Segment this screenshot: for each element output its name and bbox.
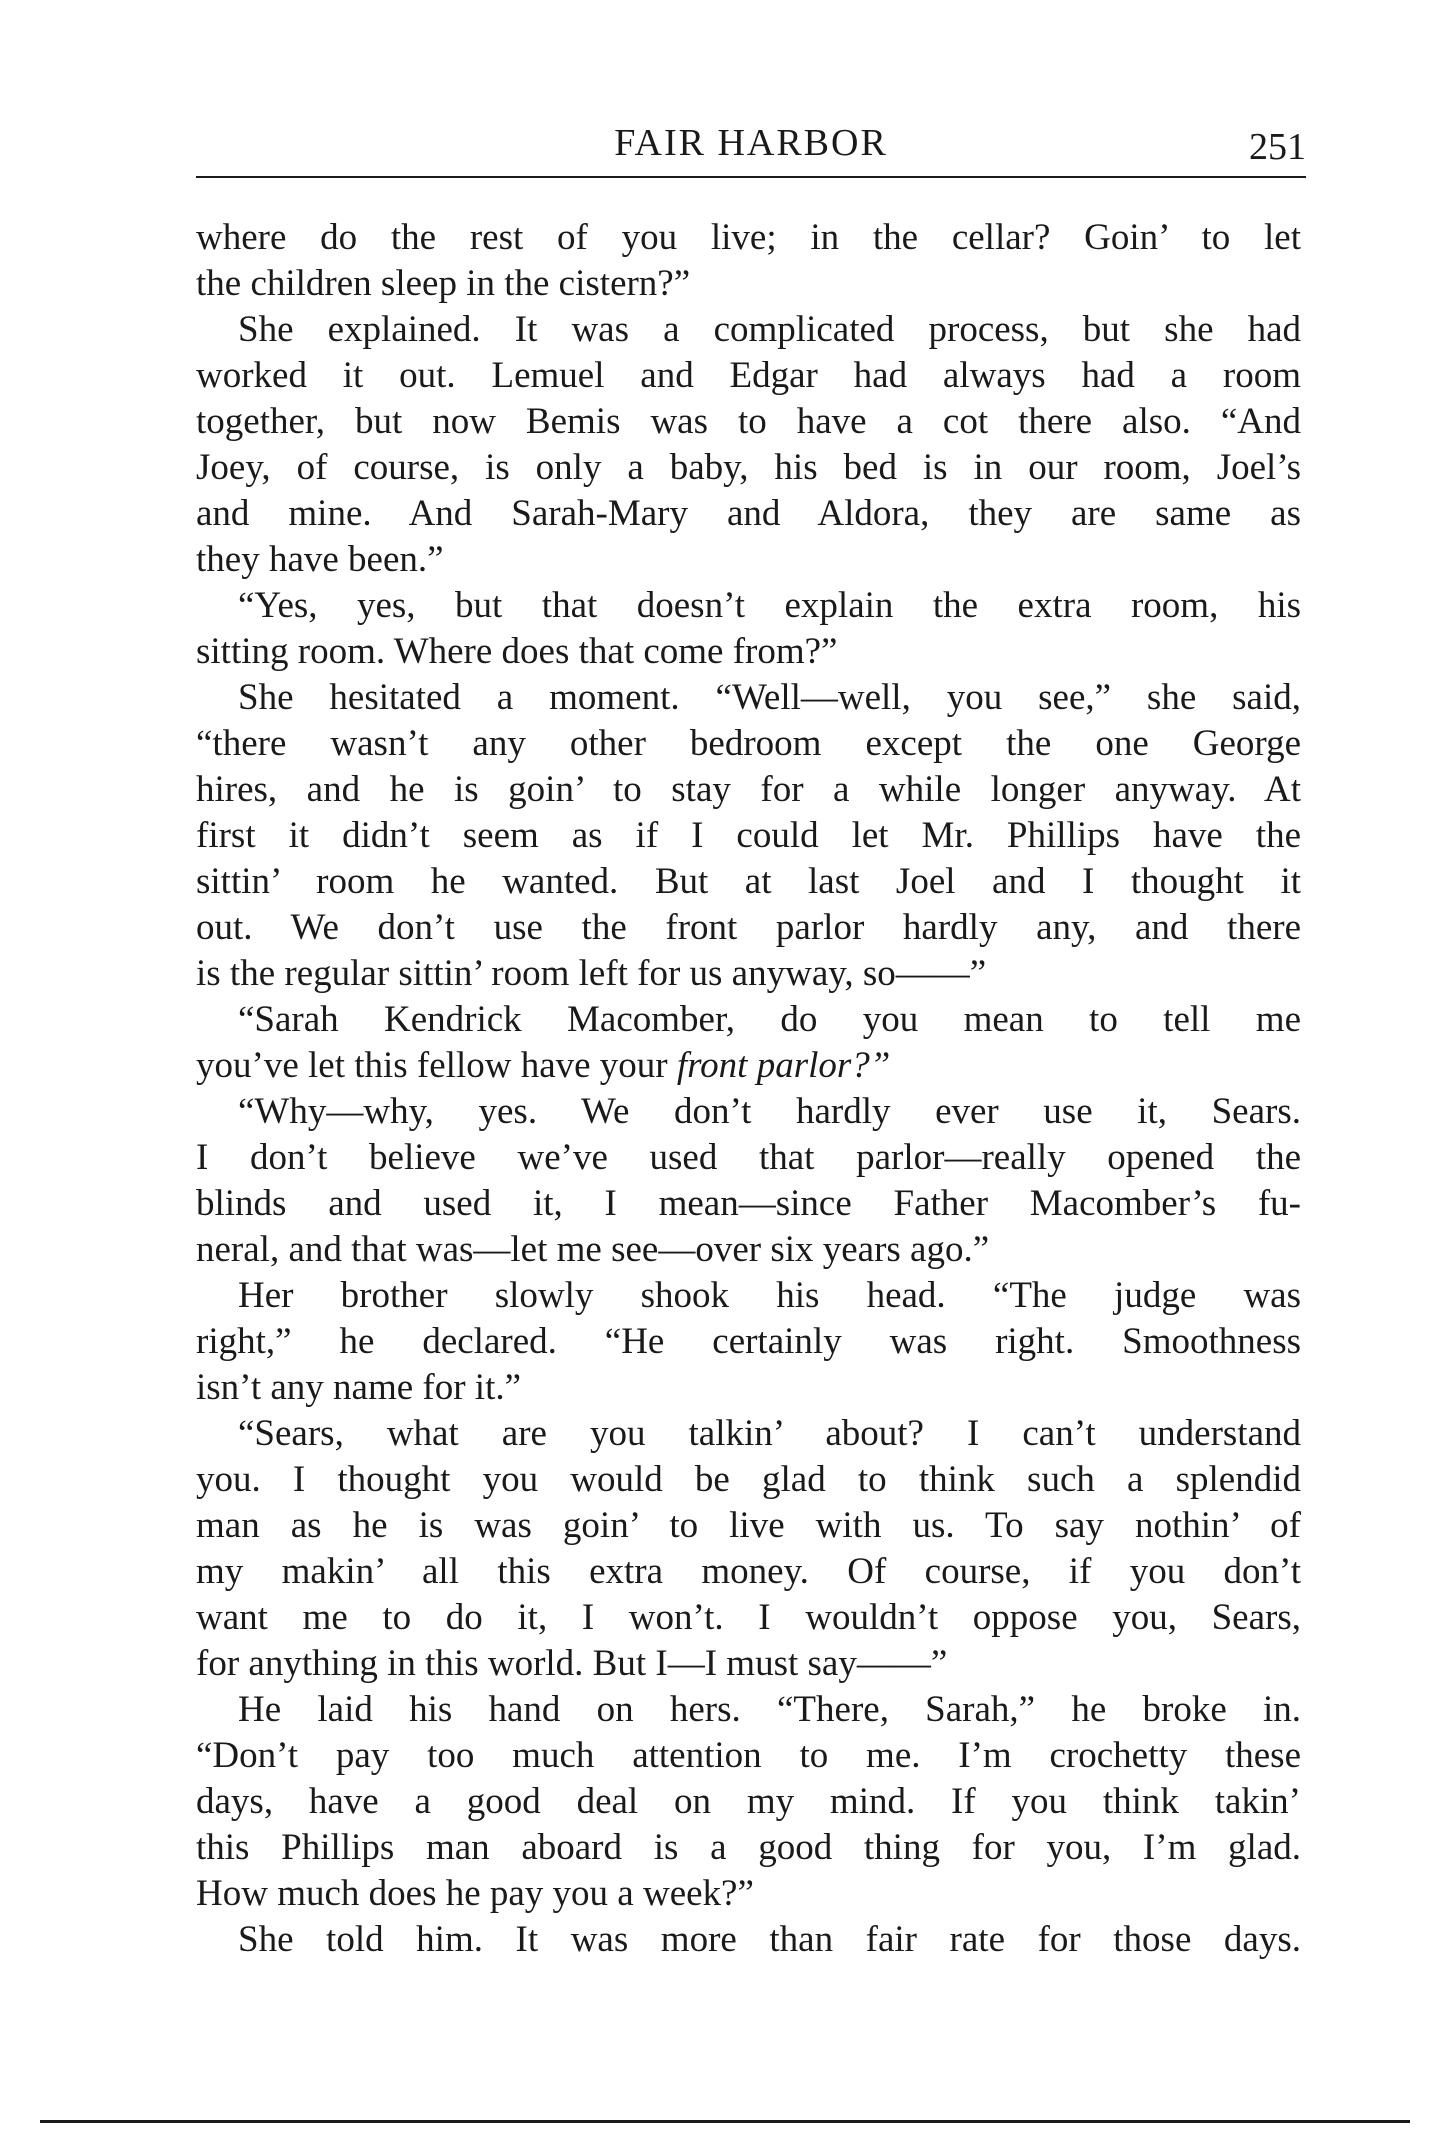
text-run: you’ve let this fellow have your [196,1045,677,1086]
text-line: and mine. And Sarah-Mary and Aldora, they are same as [196,493,1301,534]
text-line [196,1043,1301,1089]
text-line: Joey, of course, is only a baby, his bed is in our room, Joel’s [196,447,1301,488]
text-line: blinds and used it, I mean—since Father Macomber’s fu- [196,1183,1301,1224]
text-line: days, have a good deal on my mind. If you think takin’ [196,1781,1301,1822]
text-line: He laid his hand on hers. “There, Sarah,” he broke in. [238,1689,1301,1730]
text-line: sittin’ room he wanted. But at last Joel and I thought it [196,861,1301,902]
text-line: She explained. It was a complicated process, but she had [238,309,1301,350]
text-line: “Yes, yes, but that doesn’t explain the extra room, his [238,585,1301,626]
text-line: right,” he declared. “He certainly was right. Smoothness [196,1321,1301,1362]
text-line: together, but now Bemis was to have a cot there also. “And [196,401,1301,442]
text-line: the children sleep in the cistern?” [196,263,691,304]
text-line: want me to do it, I won’t. I wouldn’t oppose you, Sears, [196,1597,1301,1638]
text-line: hires, and he is goin’ to stay for a while longer anyway. At [196,769,1301,810]
text-line: first it didn’t seem as if I could let Mr. Phillips have the [196,815,1301,856]
running-head [196,120,1306,174]
text-line: “Sears, what are you talkin’ about? I can’t understand [238,1413,1301,1454]
text-line: this Phillips man aboard is a good thing for you, I’m glad. [196,1827,1301,1868]
running-title: FAIR HARBOR [614,122,888,164]
text-line: where do the rest of you live; in the cellar? Goin’ to let [196,217,1301,258]
text-line: “Don’t pay too much attention to me. I’m crochetty these [196,1735,1301,1776]
text-line: is the regular sittin’ room left for us anyway, so——” [196,953,987,994]
header-rule [196,176,1306,178]
text-line: How much does he pay you a week?” [196,1873,754,1914]
text-line: “Why—why, yes. We don’t hardly ever use it, Sears. [238,1091,1301,1132]
page-number: 251 [1249,126,1306,168]
text-line: “Sarah Kendrick Macomber, do you mean to tell me [238,999,1301,1040]
text-line: my makin’ all this extra money. Of course, if you don’t [196,1551,1301,1592]
text-line: She hesitated a moment. “Well—well, you see,” she said, [238,677,1301,718]
text-line: out. We don’t use the front parlor hardly any, and there [196,907,1301,948]
text-line: “there wasn’t any other bedroom except the one George [196,723,1301,764]
italic-text: front parlor?” [676,1045,891,1086]
footer-rule [40,2120,1410,2123]
body-text [196,215,1301,1963]
text-line: neral, and that was—let me see—over six years ago.” [196,1229,990,1270]
text-line: sitting room. Where does that come from?” [196,631,838,672]
text-line: isn’t any name for it.” [196,1367,522,1408]
text-line: man as he is was goin’ to live with us. To say nothin’ of [196,1505,1301,1546]
text-line: Her brother slowly shook his head. “The judge was [238,1275,1301,1316]
text-line: for anything in this world. But I—I must say——” [196,1643,948,1684]
text-line: they have been.” [196,539,444,580]
text-line: She told him. It was more than fair rate for those days. [238,1919,1301,1960]
text-line: I don’t believe we’ve used that parlor—really opened the [196,1137,1301,1178]
text-line: you. I thought you would be glad to think such a splendid [196,1459,1301,1500]
text-line: worked it out. Lemuel and Edgar had always had a room [196,355,1301,396]
